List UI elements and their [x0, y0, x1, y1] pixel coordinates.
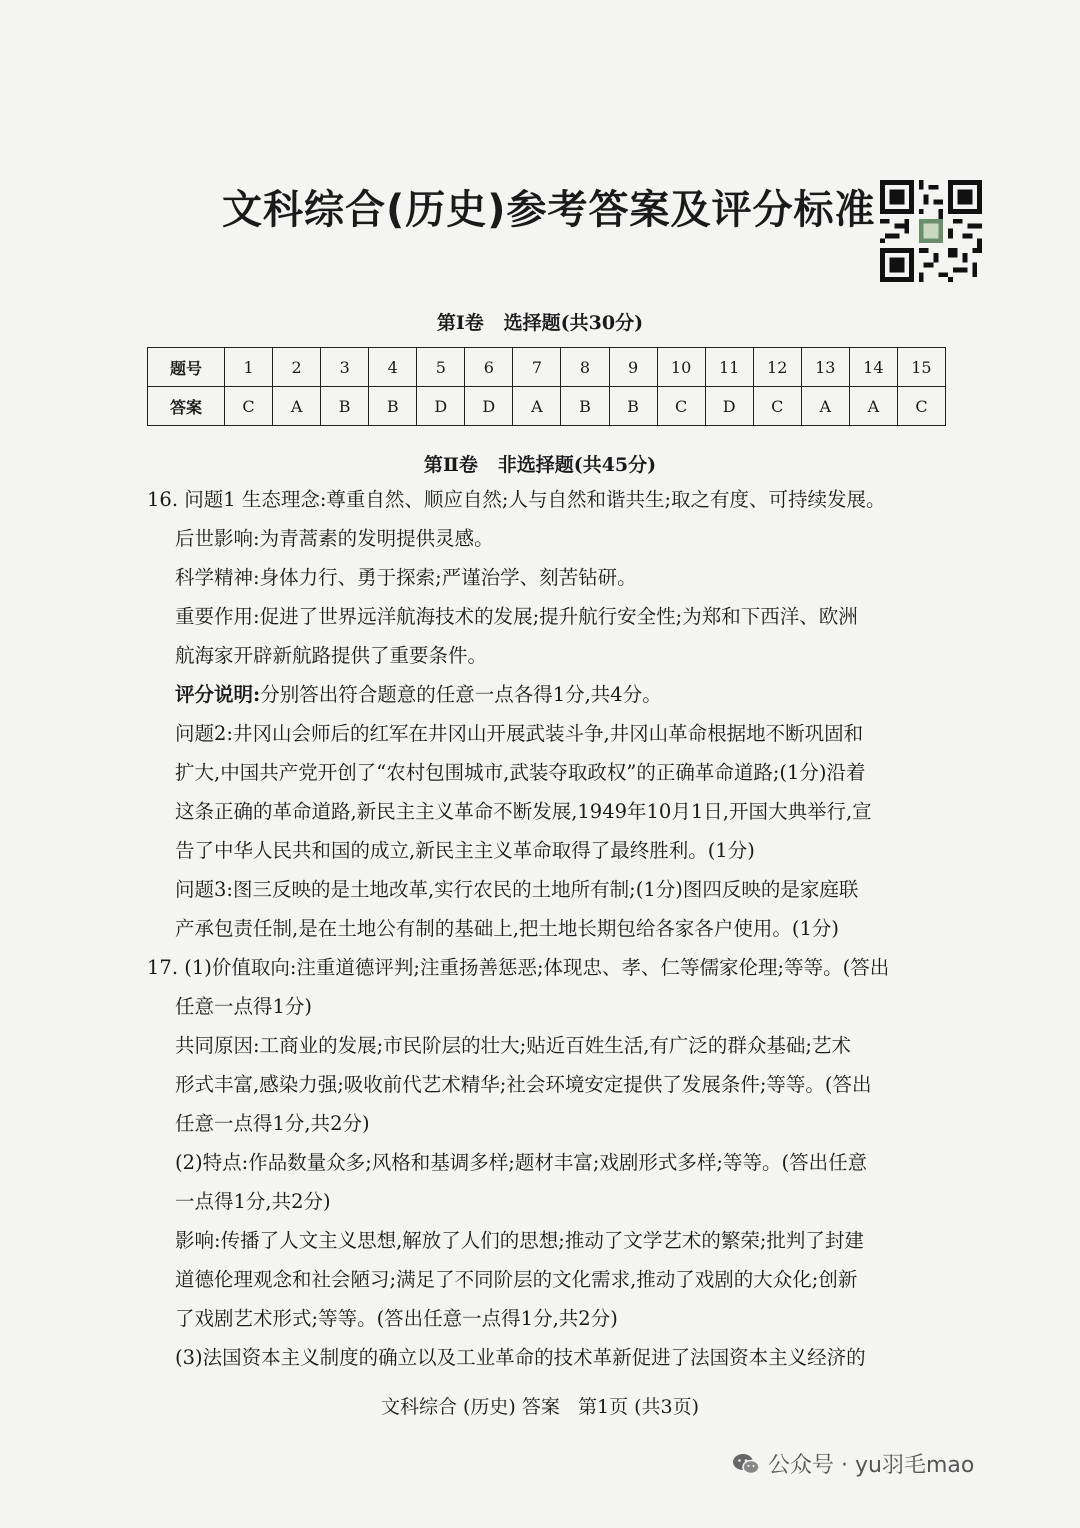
- qr-code-icon: [880, 180, 982, 282]
- question-number: 3: [321, 348, 369, 387]
- question-number: 2: [273, 348, 321, 387]
- page-title: 文科综合(历史)参考答案及评分标准: [222, 187, 876, 233]
- text-line: 任意一点得1分): [175, 995, 313, 1018]
- answer-cell: D: [417, 387, 465, 426]
- wechat-icon: [732, 1453, 760, 1475]
- question-number: 1: [225, 348, 273, 387]
- row-label-answers: 答案: [148, 387, 225, 426]
- text-line: 扩大,中国共产党开创了“农村包围城市,武装夺取政权”的正确革命道路;(1分)沿着: [175, 761, 866, 784]
- scoring-note: [147, 675, 952, 714]
- text-line: 形式丰富,感染力强;吸收前代艺术精华;社会环境安定提供了发展条件;等等。(答出: [175, 1073, 872, 1096]
- text-line: (2)特点:作品数量众多;风格和基调多样;题材丰富;戏剧形式多样;等等。(答出任意: [175, 1151, 868, 1174]
- question-number: 8: [561, 348, 609, 387]
- text-line: 重要作用:促进了世界远洋航海技术的发展;提升航行安全性;为郑和下西洋、欧洲: [175, 605, 858, 628]
- answer-cell: C: [657, 387, 705, 426]
- scoring-note-label: 评分说明:: [175, 683, 261, 706]
- text-line: 一点得1分,共2分): [175, 1190, 331, 1213]
- question-number: 11: [705, 348, 753, 387]
- answer-cell: B: [609, 387, 657, 426]
- text-line: 科学精神:身体力行、勇于探索;严谨治学、刻苦钻研。: [175, 566, 637, 589]
- question-number: 4: [369, 348, 417, 387]
- answer-cell: C: [753, 387, 801, 426]
- page-footer: 文科综合 (历史) 答案 第1页 (共3页): [380, 1396, 700, 1418]
- text-line: 了戏剧艺术形式;等等。(答出任意一点得1分,共2分): [175, 1307, 618, 1330]
- answer-cell: B: [561, 387, 609, 426]
- answer-cell: B: [369, 387, 417, 426]
- part1-heading: 第Ⅰ卷 选择题(共30分): [436, 312, 644, 334]
- question-number: 5: [417, 348, 465, 387]
- answer-cell: A: [513, 387, 561, 426]
- answer-cell: A: [273, 387, 321, 426]
- question-number: 13: [801, 348, 849, 387]
- table-row-answers: [148, 387, 946, 426]
- text-line: 16. 问题1 生态理念:尊重自然、顺应自然;人与自然和谐共生;取之有度、可持续发展。: [147, 488, 886, 511]
- answer-cell: C: [897, 387, 945, 426]
- question-number: 10: [657, 348, 705, 387]
- answer-table: [147, 347, 946, 426]
- question-number: 6: [465, 348, 513, 387]
- scoring-note-text: 分别答出符合题意的任意一点各得1分,共4分。: [260, 683, 662, 706]
- row-label-numbers: 题号: [148, 348, 225, 387]
- text-line: 问题3:图三反映的是土地改革,实行农民的土地所有制;(1分)图四反映的是家庭联: [175, 878, 859, 901]
- answer-cell: A: [849, 387, 897, 426]
- text-line: (3)法国资本主义制度的确立以及工业革命的技术革新促进了法国资本主义经济的: [175, 1346, 866, 1369]
- text-line: 航海家开辟新航路提供了重要条件。: [175, 644, 488, 667]
- question-number: 7: [513, 348, 561, 387]
- answer-cell: D: [465, 387, 513, 426]
- answer-cell: C: [225, 387, 273, 426]
- answer-cell: A: [801, 387, 849, 426]
- text-line: 告了中华人民共和国的成立,新民主主义革命取得了最终胜利。(1分): [175, 839, 755, 862]
- part2-heading: 第Ⅱ卷 非选择题(共45分): [423, 454, 657, 476]
- question-number: 12: [753, 348, 801, 387]
- text-line: 任意一点得1分,共2分): [175, 1112, 370, 1135]
- question-number: 15: [897, 348, 945, 387]
- text-line: 共同原因:工商业的发展;市民阶层的壮大;贴近百姓生活,有广泛的群众基础;艺术: [175, 1034, 851, 1057]
- text-line: 道德伦理观念和社会陋习;满足了不同阶层的文化需求,推动了戏剧的大众化;创新: [175, 1268, 858, 1291]
- watermark-text: 公众号 · yu羽毛mao: [768, 1453, 975, 1478]
- text-line: 影响:传播了人文主义思想,解放了人们的思想;推动了文学艺术的繁荣;批判了封建: [175, 1229, 864, 1252]
- answer-cell: D: [705, 387, 753, 426]
- answer-body: [147, 480, 952, 1377]
- question-number: 14: [849, 348, 897, 387]
- table-row-numbers: [148, 348, 946, 387]
- text-line: 这条正确的革命道路,新民主主义革命不断发展,1949年10月1日,开国大典举行,宣: [175, 800, 872, 823]
- text-line: 17. (1)价值取向:注重道德评判;注重扬善惩恶;体现忠、孝、仁等儒家伦理;等等。(答出: [147, 956, 890, 979]
- text-line: 问题2:井冈山会师后的红军在井冈山开展武装斗争,井冈山革命根据地不断巩固和: [175, 722, 864, 745]
- question-number: 9: [609, 348, 657, 387]
- text-line: 产承包责任制,是在土地公有制的基础上,把土地长期包给各家各户使用。(1分): [175, 917, 840, 940]
- text-line: 后世影响:为青蒿素的发明提供灵感。: [175, 527, 494, 550]
- answer-cell: B: [321, 387, 369, 426]
- watermark: [732, 1448, 974, 1479]
